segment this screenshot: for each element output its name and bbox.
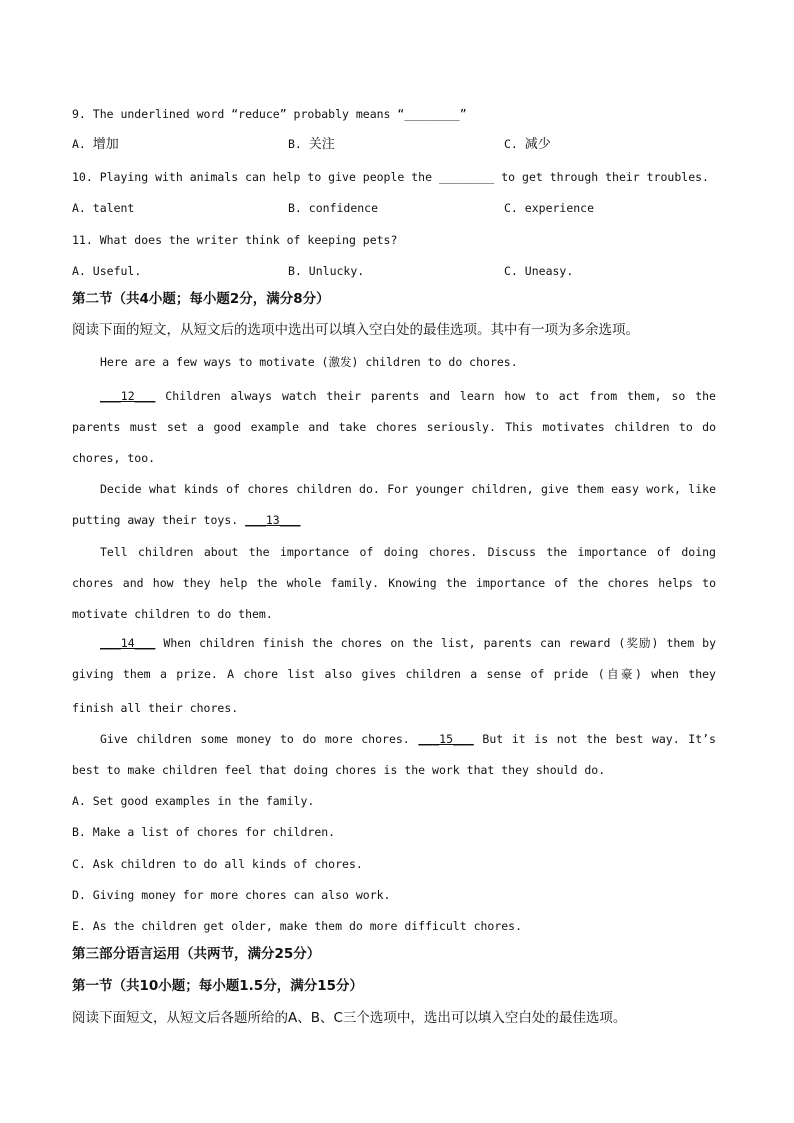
passage-p1-line2: parents must set a good example and take chores seriously. This motivates children to do (72, 420, 716, 434)
part-3-section-1-heading: 第一节（共10小题；每小题1.5分，满分15分） (72, 978, 363, 994)
option-letter: A. (72, 264, 86, 278)
passage-text: But it is not the best way. It’s (482, 732, 716, 746)
choice-e: E. As the children get older, make them do more difficult chores. (72, 919, 523, 933)
question-11-stem: 11. What does the writer think of keeping pets? (72, 233, 398, 247)
passage-p2-line1: Decide what kinds of chores children do. For younger children, give them easy work, like (100, 482, 716, 496)
option-text: Useful. (92, 264, 142, 278)
passage-text: putting away their toys. (72, 513, 239, 527)
passage-p1-line3: chores, too. (72, 451, 156, 465)
passage-p2-line2 (72, 512, 716, 528)
choice-d: D. Giving money for more chores can also work. (72, 888, 391, 902)
passage-p4-line2: giving them a prize. A chore list also gives children a sense of pride (自豪) when they (72, 667, 716, 681)
choice-b: B. Make a list of chores for children. (72, 825, 336, 839)
q11-option-a (72, 263, 141, 279)
blank-15: ___15___ (418, 732, 474, 746)
passage-p4-line1 (100, 635, 716, 651)
q10-option-a (72, 200, 134, 216)
option-text: 增加 (92, 137, 119, 152)
option-text: experience (524, 201, 595, 215)
passage-text: Children always watch their parents and learn how to act from them, so the (165, 389, 716, 403)
section-2-instruction: 阅读下面的短文，从短文后的选项中选出可以填入空白处的最佳选项。其中有一项为多余选项。 (72, 322, 639, 338)
blank-12: ___12___ (100, 389, 156, 403)
choice-c: C. Ask children to do all kinds of chores. (72, 857, 363, 871)
blank-14: ___14___ (100, 636, 156, 650)
q11-option-b (288, 263, 364, 279)
q9-option-b (288, 136, 335, 153)
passage-text: Give children some money to do more chores. (100, 732, 410, 746)
passage-p3-line2: chores and how they help the whole family. Knowing the importance of the chores helps to (72, 576, 716, 590)
option-text: talent (92, 201, 135, 215)
question-10-stem: 10. Playing with animals can help to give people the ________ to get through their troubles. (72, 170, 709, 184)
part-3-heading: 第三部分语言运用（共两节，满分25分） (72, 946, 321, 962)
section-2-heading: 第二节（共4小题；每小题2分，满分8分） (72, 291, 330, 307)
q9-option-c (504, 136, 551, 153)
option-text: Uneasy. (524, 264, 574, 278)
q10-option-c (504, 200, 594, 216)
option-letter: B. (288, 201, 302, 215)
passage-p5-line2: best to make children feel that doing chores is the work that they should do. (72, 763, 606, 777)
q11-option-c (504, 263, 573, 279)
q10-option-b (288, 200, 378, 216)
option-letter: C. (504, 264, 518, 278)
option-letter: C. (504, 201, 518, 215)
q9-option-a (72, 136, 119, 153)
passage-p3-line3: motivate children to do them. (72, 607, 273, 621)
blank-13: ___13___ (245, 513, 301, 527)
option-letter: B. (288, 264, 302, 278)
passage-p1-line1 (100, 388, 716, 404)
question-9-stem: 9. The underlined word “reduce” probably means “________” (72, 107, 467, 121)
option-letter: A. (72, 201, 86, 215)
passage-p5-line1 (100, 731, 716, 747)
choice-a: A. Set good examples in the family. (72, 794, 315, 808)
passage-intro: Here are a few ways to motivate (激发) children to do chores. (100, 355, 518, 369)
option-text: 关注 (308, 137, 335, 152)
passage-p4-line3: finish all their chores. (72, 701, 239, 715)
option-text: 减少 (524, 137, 551, 152)
option-letter: C. (504, 137, 518, 151)
option-letter: A. (72, 137, 86, 151)
passage-p3-line1: Tell children about the importance of doing chores. Discuss the importance of doing (100, 545, 716, 559)
option-text: Unlucky. (308, 264, 365, 278)
passage-text: When children finish the chores on the list, parents can reward (奖励) them by (163, 636, 716, 650)
option-letter: B. (288, 137, 302, 151)
part-3-instruction: 阅读下面短文，从短文后各题所给的A、B、C三个选项中，选出可以填入空白处的最佳选项。 (72, 1010, 627, 1026)
option-text: confidence (308, 201, 379, 215)
